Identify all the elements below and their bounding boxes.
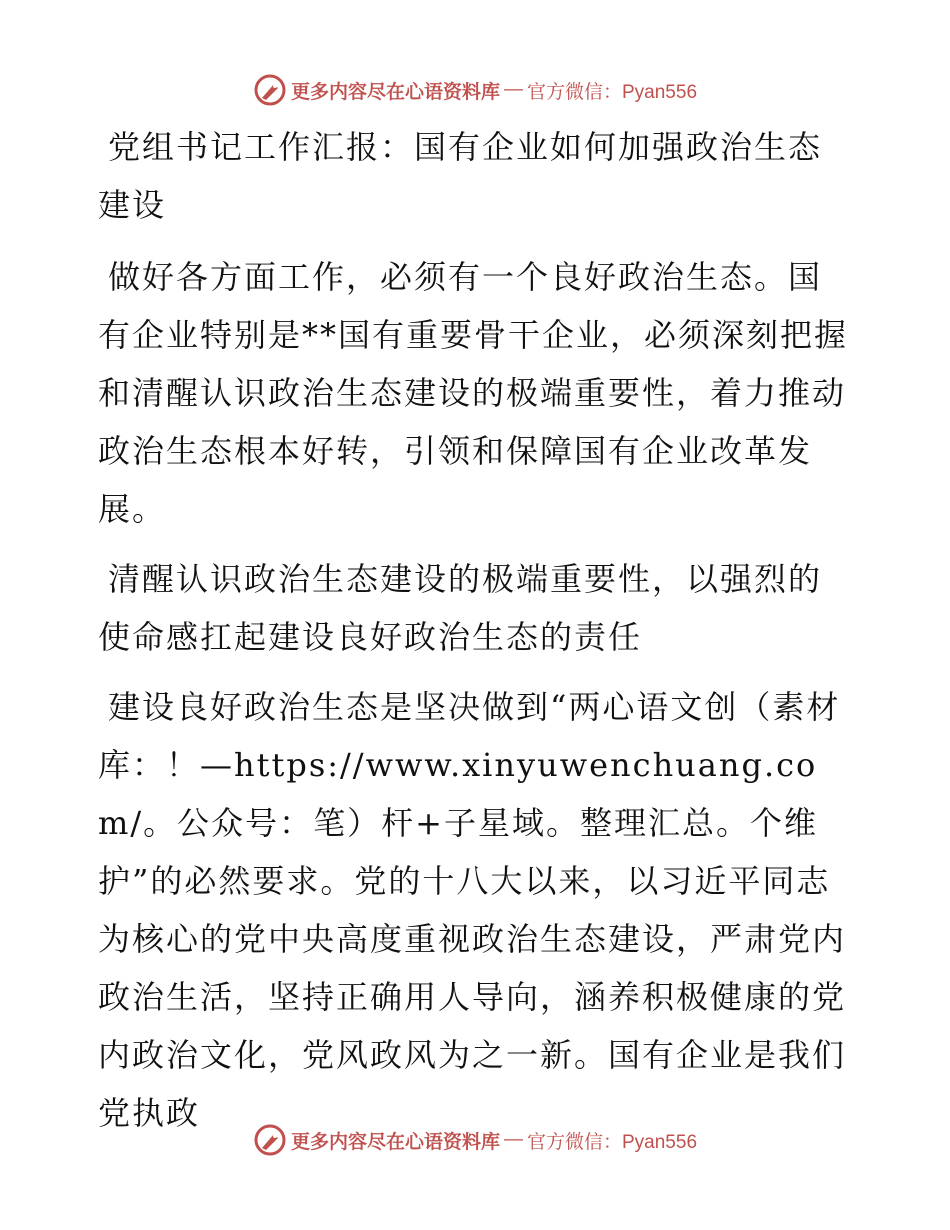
footer-banner (0, 1120, 950, 1160)
banner-text: 更多内容尽在心语资料库 (290, 1130, 500, 1153)
header-banner (0, 70, 950, 110)
banner-text: 更多内容尽在心语资料库 (290, 80, 500, 103)
banner-separator: — (504, 1129, 523, 1150)
pen-nib-logo-icon (253, 73, 287, 107)
paragraph-2: 建设良好政治生态是坚决做到“两心语文创（素材库：！—https://www.xinyuwenchuang.com/。公众号：笔）杆+子星域。整理汇总。个维护”的必然要求。党的十八大以来，以习近平同志为核心的党中央高度重视政治生态建设，严肃党内政治生活，坚持正确用人导向，涵养积极健康的党内政治文化，党风政风为之一新。国有企业是我们党执政 (98, 688, 847, 1132)
banner-separator: — (504, 79, 523, 100)
document-title: 党组书记工作汇报：国有企业如何加强政治生态建设 (98, 128, 823, 224)
pen-nib-logo-icon (253, 1123, 287, 1157)
section-heading: 清醒认识政治生态建设的极端重要性，以强烈的使命感扛起建设良好政治生态的责任 (98, 560, 823, 656)
banner-contact: 官方微信：Pyan556 (527, 81, 698, 103)
banner-contact: 官方微信：Pyan556 (527, 1131, 698, 1153)
paragraph-1: 做好各方面工作，必须有一个良好政治生态。国有企业特别是**国有重要骨干企业，必须深刻把握和清醒认识政治生态建设的极端重要性，着力推动政治生态根本好转，引领和保障国有企业改革发展。 (98, 258, 849, 528)
document-body (98, 118, 850, 1154)
